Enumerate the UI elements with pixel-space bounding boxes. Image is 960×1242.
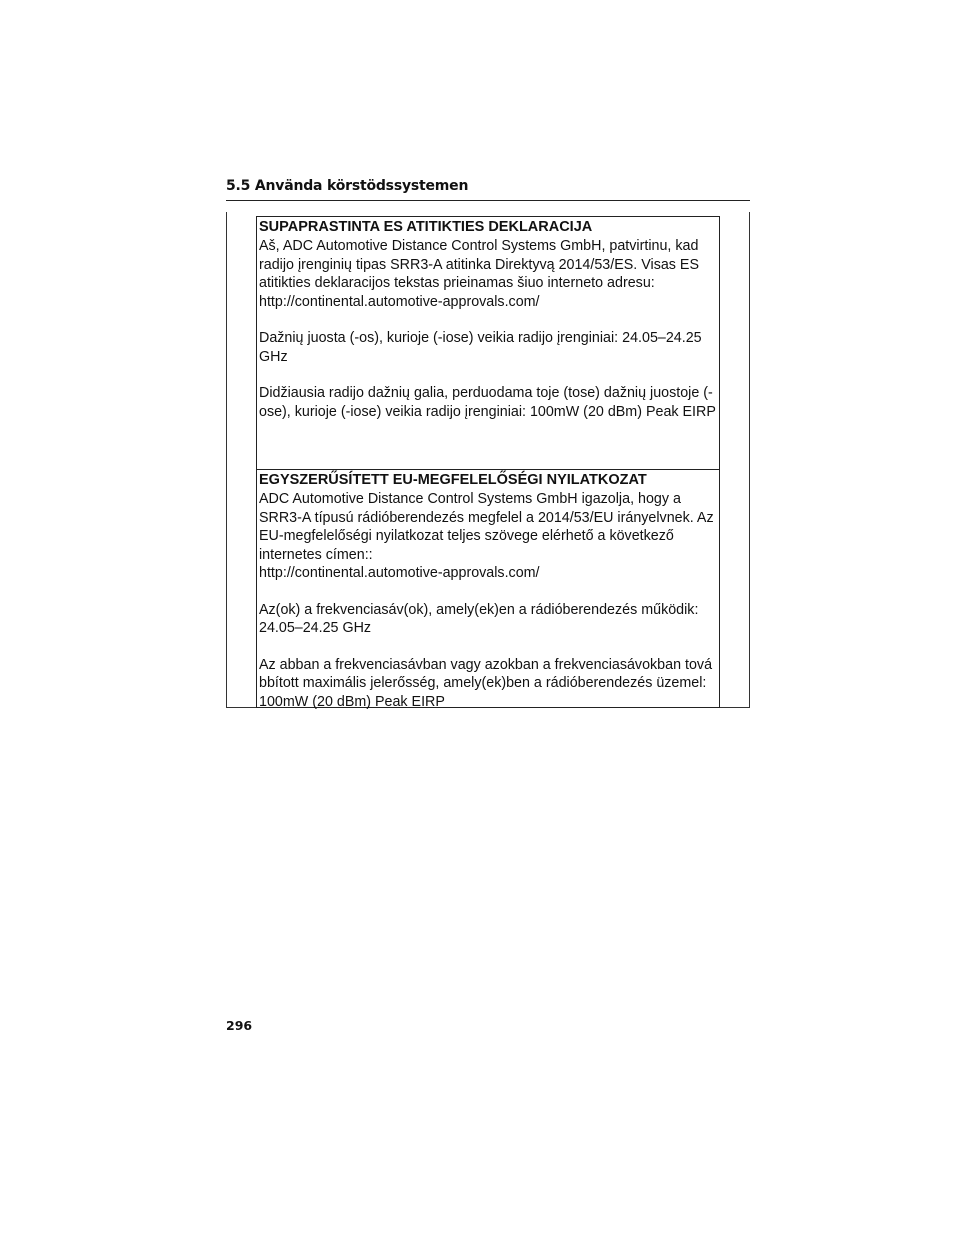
- hungarian-declaration-title: EGYSZERŰSÍTETT EU-MEGFELELŐSÉGI NYILATKOZAT: [259, 472, 647, 488]
- section-header: [226, 178, 750, 201]
- hungarian-declaration: [257, 469, 719, 710]
- hungarian-declaration-intro: ADC Automotive Distance Control Systems GmbH igazolja, hogy a SRR3-A típusú rádióberendezés megfelel a 2014/53/EU irányelvnek. Az EU-megfelelőségi nyilatkozat teljes szövege elérhető a következő internetes címen:: http://continental.automotive-approvals.com/: [259, 491, 714, 581]
- hungarian-max-power: Az abban a frekvenciasávban vagy azokban a frekvenciasávokban tová bbított maximális jelerősség, amely(ek)ben a rádióberendezés üzemel: 100mW (20 dBm) Peak EIRP: [259, 656, 713, 710]
- lithuanian-declaration-title: SUPAPRASTINTA ES ATITIKTIES DEKLARACIJA: [259, 219, 593, 235]
- section-title: 5.5 Använda körstödssystemen: [226, 178, 469, 194]
- declaration-box: [256, 216, 720, 708]
- lithuanian-frequency-band: Dažnių juosta (-os), kurioje (-iose) veikia radijo įrenginiai: 24.05–24.25 GHz: [259, 330, 702, 365]
- page-number: 296: [226, 1018, 253, 1033]
- lithuanian-declaration: [257, 217, 719, 469]
- hungarian-frequency-band: Az(ok) a frekvenciasáv(ok), amely(ek)en a rádióberendezés működik: 24.05–24.25 GHz: [259, 601, 699, 636]
- lithuanian-declaration-intro: Aš, ADC Automotive Distance Control Systems GmbH, patvirtinu, kad radijo įrenginių tipas SRR3-A atitinka Direktyvą 2014/53/ES. Visas ES atitikties deklaracijos tekstas prieinamas šiuo interneto adresu: http://continental.automotive-approvals.com/: [259, 238, 699, 310]
- lithuanian-max-power: Didžiausia radijo dažnių galia, perduodama toje (tose) dažnių juostoje (- ose), kurioje (-iose) veikia radijo įrenginiai: 100mW (20 dBm) Peak EIRP: [259, 385, 716, 420]
